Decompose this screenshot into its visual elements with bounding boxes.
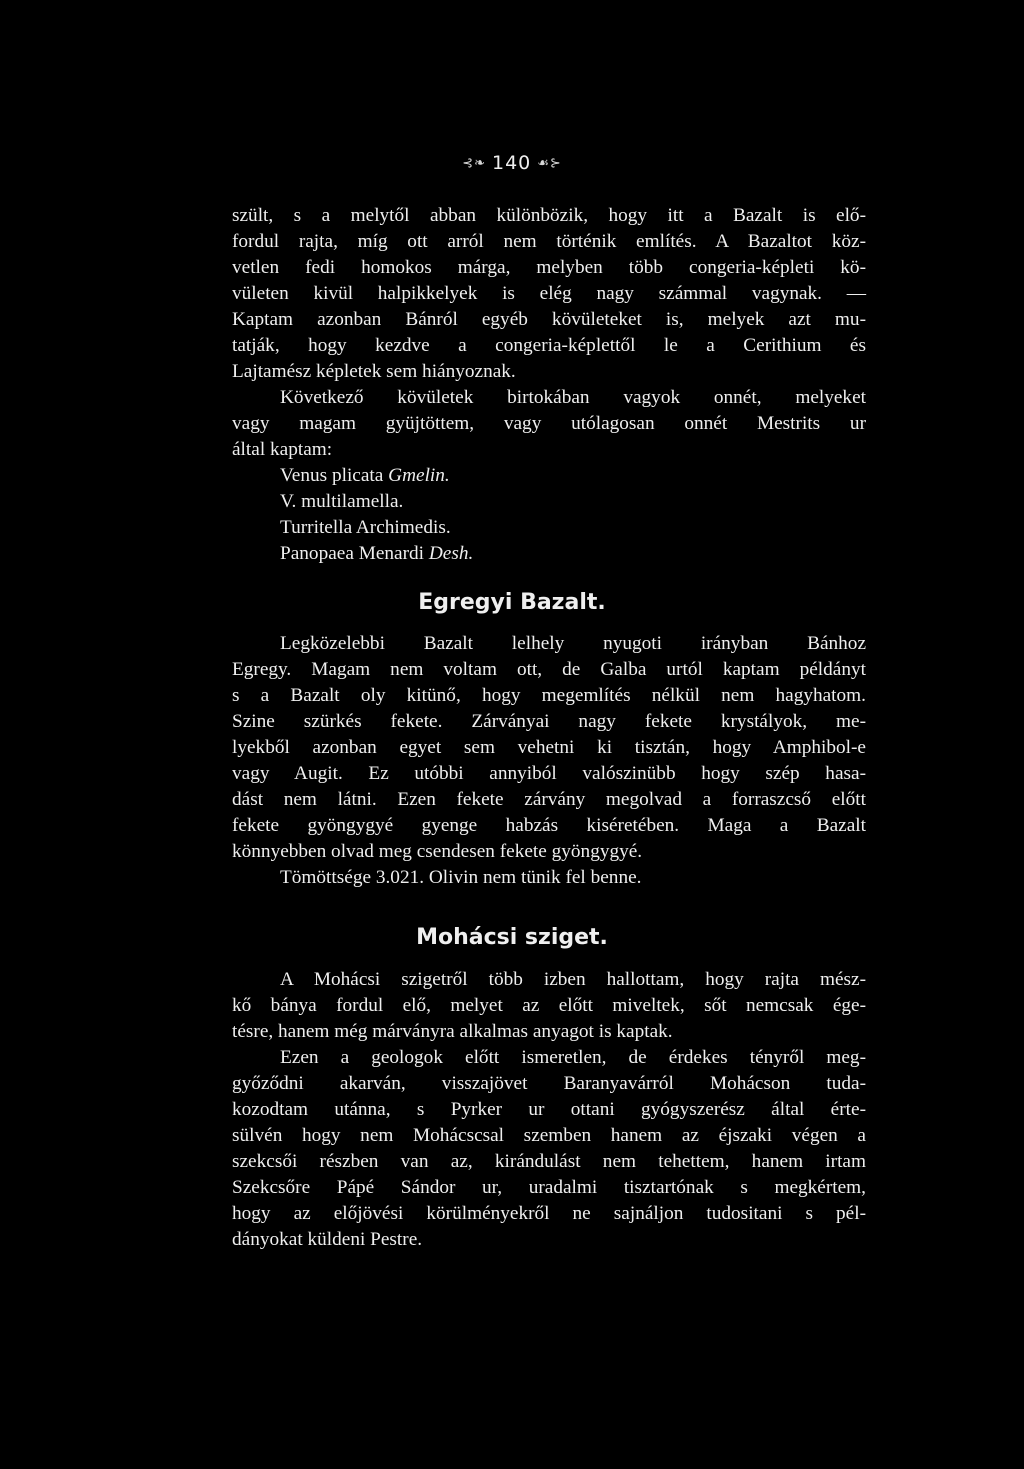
page-header	[0, 152, 1024, 174]
section-heading-egregyi: Egregyi Bazalt.	[418, 590, 606, 615]
species-item: Venus plicata Gmelin.	[280, 465, 450, 486]
ornament-right-icon: ☙⊱	[537, 156, 562, 171]
paragraph-line: dányokat küldeni Pestre.	[232, 1229, 423, 1250]
species-item: Panopaea Menardi Desh.	[280, 543, 474, 564]
paragraph-line: szekcsői részben van az, kirándulást nem tehettem, hanem irtam	[232, 1151, 866, 1172]
section-heading-mohacsi: Mohácsi sziget.	[416, 925, 608, 950]
paragraph-line: Következő kövületek birtokában vagyok onnét, melyeket	[280, 387, 866, 408]
page-number: 140	[491, 152, 532, 174]
paragraph-line: hogy az előjövési körülményekről ne sajnáljon tudositani s pél-	[232, 1203, 866, 1224]
ornament-left-icon: ⊰❧	[462, 156, 486, 171]
paragraph-line: dást nem látni. Ezen fekete zárvány megolvad a forraszcső előtt	[232, 789, 866, 810]
paragraph-line: Ezen a geologok előtt ismeretlen, de érdekes tényről meg-	[280, 1047, 866, 1068]
paragraph-line: vetlen fedi homokos márga, melyben több congeria-képleti kö-	[232, 257, 866, 278]
paragraph-line: Szine szürkés fekete. Zárványai nagy fekete krystályok, me-	[232, 711, 866, 732]
paragraph-line: által kaptam:	[232, 439, 333, 460]
paragraph-line: kő bánya fordul elő, melyet az előtt miveltek, sőt nemcsak ége-	[232, 995, 866, 1016]
paragraph-line: A Mohácsi szigetről több izben hallottam, hogy rajta mész-	[280, 969, 866, 990]
paragraph-line: Kaptam azonban Bánról egyéb kövületeket is, melyek azt mu-	[232, 309, 866, 330]
paragraph-line: kozodtam utánna, s Pyrker ur ottani gyógyszerész által érte-	[232, 1099, 866, 1120]
paragraph-line: Egregy. Magam nem voltam ott, de Galba urtól kaptam példányt	[232, 659, 866, 680]
species-item: Turritella Archimedis.	[280, 517, 451, 538]
paragraph-line: vagy Augit. Ez utóbbi annyiból valószinübb hogy szép hasa-	[232, 763, 866, 784]
paragraph-line: vagy magam gyüjtöttem, vagy utólagosan onnét Mestrits ur	[232, 413, 866, 434]
paragraph-line: tatják, hogy kezdve a congeria-képlettől le a Cerithium és	[232, 335, 866, 356]
species-item: V. multilamella.	[280, 491, 404, 512]
paragraph-line: tésre, hanem még márványra alkalmas anyagot is kaptak.	[232, 1021, 673, 1042]
paragraph-line: vületen kivül halpikkelyek is elég nagy számmal vagynak. —	[232, 283, 866, 304]
paragraph-line: könnyebben olvad meg csendesen fekete gyöngygyé.	[232, 841, 643, 862]
paragraph-line: szült, s a melytől abban különbözik, hogy itt a Bazalt is elő-	[232, 205, 866, 226]
paragraph-line: fordul rajta, míg ott arról nem történik említés. A Bazaltot köz-	[232, 231, 866, 252]
paragraph-line: sülvén hogy nem Mohácscsal szemben hanem az éjszaki végen a	[232, 1125, 866, 1146]
paragraph-line: Szekcsőre Pápé Sándor ur, uradalmi tisztartónak s megkértem,	[232, 1177, 866, 1198]
paragraph-line: s a Bazalt oly kitünő, hogy megemlítés nélkül nem hagyhatom.	[232, 685, 866, 706]
paragraph-line: Tömöttsége 3.021. Olivin nem tünik fel benne.	[280, 867, 642, 888]
paragraph-line: Lajtamész képletek sem hiányoznak.	[232, 361, 516, 382]
paragraph-line: fekete gyöngygyé gyenge habzás kiséretében. Maga a Bazalt	[232, 815, 866, 836]
paragraph-line: győződni akarván, visszajövet Baranyavárról Mohácson tuda-	[232, 1073, 866, 1094]
paragraph-line: lyekből azonban egyet sem vehetni ki tisztán, hogy Amphibol-e	[232, 737, 866, 758]
paragraph-line: Legközelebbi Bazalt lelhely nyugoti irányban Bánhoz	[280, 633, 866, 654]
